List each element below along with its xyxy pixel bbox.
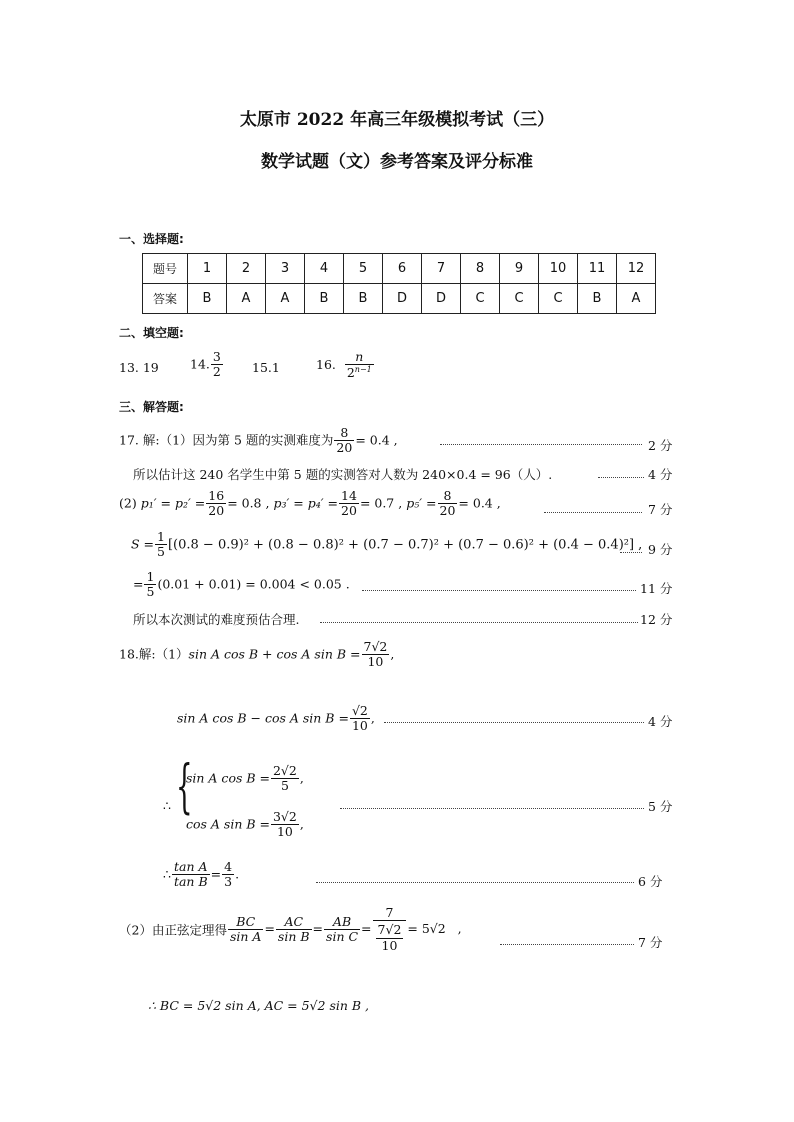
p18-line2: sin A cos B − cos A sin B = $\frac{√2}{10}$ , [177, 703, 375, 734]
question-number-cell: 7 [422, 254, 461, 284]
score-label: 6 分 [638, 874, 663, 889]
dot-leader [598, 477, 644, 478]
score-label: 11 分 [640, 581, 673, 596]
table-row-answers [143, 284, 656, 314]
section-heading-solve: 三、解答题: [119, 400, 184, 414]
question-number-cell: 1 [188, 254, 227, 284]
score-label: 9 分 [648, 542, 673, 557]
question-number-cell: 6 [383, 254, 422, 284]
system-line2: cos A sin B = $\frac{3√2}{10}$ , [186, 809, 304, 840]
answer-cell: A [266, 284, 305, 314]
score-label: 7 分 [648, 502, 673, 517]
answer-16: 16. $\frac{n}{2^{n-1}}$ [316, 349, 372, 381]
question-number-cell: 9 [500, 254, 539, 284]
table-row-numbers [143, 254, 656, 284]
fraction: $\frac{7}{\frac{7√2}{10}}$ [373, 906, 407, 953]
section-heading-fill: 二、填空题: [119, 326, 184, 340]
dot-leader [500, 944, 634, 945]
answer-cell: B [188, 284, 227, 314]
fraction: $\frac{3}{2}$ [212, 349, 221, 380]
p17-line5: = $\frac{1}{5}$ (0.01 + 0.01) = 0.004 < 0.05 . [133, 569, 350, 600]
fraction: $\frac{1}{5}$ [146, 569, 155, 600]
dot-leader [544, 512, 642, 513]
score-label: 5 分 [648, 799, 673, 814]
score-label: 4 分 [648, 714, 673, 729]
fraction: $\frac{3√2}{10}$ [272, 809, 297, 840]
answer-cell: B [305, 284, 344, 314]
fraction: $\frac{n}{2^{n-1}}$ [346, 349, 372, 381]
question-number-cell: 12 [617, 254, 656, 284]
question-number-cell: 4 [305, 254, 344, 284]
question-number-cell: 5 [344, 254, 383, 284]
system-line1: sin A cos B = $\frac{2√2}{5}$ , [186, 763, 304, 794]
fraction: $\frac{AB}{\text{sin C}}$ [326, 913, 359, 945]
question-number-cell: 8 [461, 254, 500, 284]
fraction: $\frac{2√2}{5}$ [272, 763, 297, 794]
question-number-cell: 10 [539, 254, 578, 284]
answer-cell: C [461, 284, 500, 314]
dot-leader [316, 882, 634, 883]
p17-line1: 17. 解:（1）因为第 5 题的实测难度为 $\frac{8}{20}$ = 0.4 , [119, 425, 398, 456]
answer-15: 15.1 [252, 360, 280, 375]
answer-cell: B [344, 284, 383, 314]
p18-tan-ratio: ∴ $\frac{\text{tan A}}{\text{tan B}}$ = $\frac{4}{3}$ . [163, 859, 240, 890]
answer-cell: B [578, 284, 617, 314]
fraction: $\frac{4}{3}$ [224, 859, 233, 890]
answer-cell: D [383, 284, 422, 314]
dot-leader [620, 552, 642, 553]
p17-line4: S = $\frac{1}{5}$ [(0.8 − 0.9)² + (0.8 − 0.8)² + (0.7 − 0.7)² + (0.7 − 0.6)² + (0.4 − 0.4)²] , [131, 529, 643, 560]
answer-cell: A [617, 284, 656, 314]
dot-leader [362, 590, 636, 591]
answer-cell: A [227, 284, 266, 314]
question-number-cell: 3 [266, 254, 305, 284]
answer-cell: C [500, 284, 539, 314]
answer-13: 13. 19 [119, 360, 159, 375]
p18-part2: （2）由正弦定理得 $\frac{BC}{\text{sin A}}$ = $\frac{AC}{\text{sin B}}$ = $\frac{AB}{\text{sin C}}$ = $\frac{7}{\frac{7√2}{10}}$ = 5√2 , [119, 905, 462, 953]
p18-last-line: ∴ BC = 5√2 sin A, AC = 5√2 sin B , [148, 998, 370, 1013]
row-label-number: 题号 [143, 254, 188, 284]
fraction: $\frac{8}{20}$ [336, 425, 353, 456]
fraction: $\frac{AC}{\text{sin B}}$ [277, 913, 310, 945]
row-label-answer: 答案 [143, 284, 188, 314]
fraction: $\frac{8}{20}$ [439, 488, 456, 519]
page-subtitle: 数学试题（文）参考答案及评分标准 [261, 152, 533, 172]
dot-leader [320, 622, 638, 623]
therefore-symbol: ∴ [163, 798, 171, 813]
fraction: $\frac{\text{tan A}}{\text{tan B}}$ [173, 859, 208, 890]
p18-line1: 18.解:（1）sin A cos B + cos A sin B = $\frac{7√2}{10}$ , [119, 639, 395, 670]
fraction: $\frac{7√2}{10}$ [377, 922, 402, 953]
fraction: $\frac{16}{20}$ [208, 488, 225, 519]
dot-leader [340, 808, 644, 809]
score-label: 12 分 [640, 612, 673, 627]
fraction: $\frac{BC}{\text{sin A}}$ [229, 913, 262, 945]
fraction: $\frac{√2}{10}$ [351, 703, 368, 734]
question-number-cell: 11 [578, 254, 617, 284]
section-heading-choice: 一、选择题: [119, 232, 184, 246]
left-brace: { [176, 752, 193, 820]
answer-table [142, 253, 656, 314]
answer-cell: C [539, 284, 578, 314]
answer-14: 14. $\frac{3}{2}$ [190, 349, 221, 380]
score-label: 2 分 [648, 438, 673, 453]
p17-line2: 所以估计这 240 名学生中第 5 题的实测答对人数为 240×0.4 = 96（人）. [133, 467, 553, 482]
score-label: 4 分 [648, 467, 673, 482]
score-label: 7 分 [638, 935, 663, 950]
question-number-cell: 2 [227, 254, 266, 284]
p17-line3: (2) p₁′ = p₂′ = $\frac{16}{20}$ = 0.8 , p₃′ = p₄′ = $\frac{14}{20}$ = 0.7 , p₅′ = $\frac{8}{20}$ = 0.4 , [119, 488, 501, 519]
fraction: $\frac{7√2}{10}$ [363, 639, 388, 670]
dot-leader [440, 444, 642, 445]
page-title: 太原市 2022 年高三年级模拟考试（三） [239, 110, 555, 130]
fraction: $\frac{1}{5}$ [157, 529, 165, 560]
answer-cell: D [422, 284, 461, 314]
dot-leader [384, 722, 644, 723]
fraction: $\frac{14}{20}$ [341, 488, 357, 519]
p17-line6: 所以本次测试的难度预估合理. [133, 612, 300, 627]
